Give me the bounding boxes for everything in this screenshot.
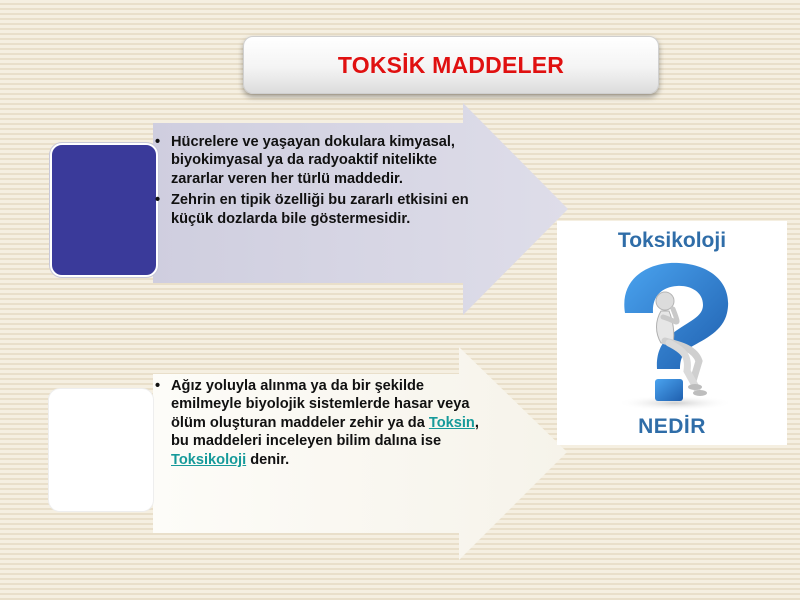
- illustration-title: Toksikoloji: [617, 229, 727, 252]
- bullet-item: [153, 191, 488, 228]
- toksin-link[interactable]: Toksin: [428, 414, 475, 431]
- bullet-item: [153, 133, 488, 188]
- toxin-definition-block: [153, 377, 488, 472]
- bullet-dot: •: [155, 378, 161, 394]
- text-segment: denir.: [246, 451, 290, 468]
- bullet-dot: •: [155, 134, 161, 150]
- question-mark-figure-icon: [557, 221, 787, 445]
- definition-block: [153, 133, 488, 231]
- bullet-text: Hücrelere ve yaşayan dokulara kimyasal, biyokimyasal ya da radyoaktif nitelikte zararlar veren her türlü maddedir.: [171, 134, 455, 187]
- bullet-text: [171, 377, 488, 469]
- bullet-item: [153, 377, 488, 469]
- illustration-caption: NEDİR: [638, 415, 706, 438]
- toksikoloji-illustration: [557, 221, 787, 445]
- bullet-text: Zehrin en tipik özelliği bu zararlı etkisini en küçük dozlarda bile göstermesidir.: [171, 192, 469, 227]
- text-segment: , bu maddeleri inceleyen bilim dalına ise: [171, 414, 479, 450]
- text-segment: Ağız yoluyla alınma ya da bir şekilde emilmeyle biyolojik sistemlerde hasar veya ölüm oluşturan maddeler zehir ya da: [171, 378, 470, 431]
- blue-square: [50, 143, 158, 277]
- slide-title: TOKSİK MADDELER: [337, 51, 565, 78]
- toksikoloji-link[interactable]: Toksikoloji: [171, 451, 247, 468]
- bullet-dot: •: [155, 192, 161, 209]
- white-square: [48, 388, 154, 512]
- title-banner: [243, 36, 659, 94]
